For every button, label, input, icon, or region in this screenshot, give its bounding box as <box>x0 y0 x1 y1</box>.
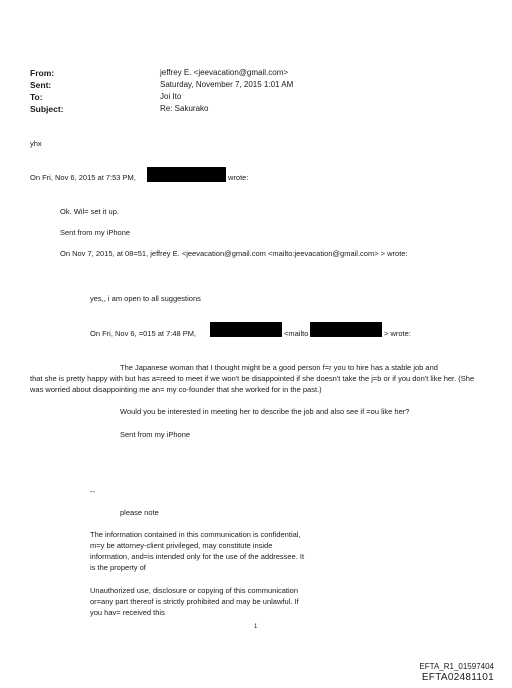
please-note: please note <box>120 508 159 517</box>
sent-label: Sent: <box>30 80 52 90</box>
quote1-intro: On Fri, Nov 6, 2015 at 7:53 PM, <box>30 173 136 182</box>
quote3-mailto: <mailto <box>284 329 309 338</box>
efta-r1-id: EFTA_R1_01597404 <box>419 662 494 671</box>
redaction-box <box>210 322 282 337</box>
redaction-box <box>147 167 226 182</box>
reply-text: yhx <box>30 139 42 148</box>
sent-from-iphone-2: Sent from my iPhone <box>120 430 191 439</box>
ok-line: Ok. Wil= set it up. <box>60 207 119 216</box>
subject-value: Re: Sakurako <box>160 104 209 113</box>
quote1-wrote: wrote: <box>228 173 249 182</box>
japanese-para-line1: The Japanese woman that I thought might be a good person f=r you to hire has a stable job and <box>120 363 438 372</box>
quote3-intro: On Fri, Nov 6, =015 at 7:48 PM, <box>90 329 197 338</box>
from-value: jeffrey E. <jeevacation@gmail.com> <box>160 68 289 77</box>
yes-line: yes,, i am open to all suggestions <box>90 294 201 303</box>
quote3-wrote: > wrote: <box>384 329 411 338</box>
sent-from-iphone-1: Sent from my iPhone <box>60 228 131 237</box>
page-number: 1 <box>254 624 258 630</box>
quote2-intro: On Nov 7, 2015, at 08=51, jeffrey E. <jeevacation@gmail.com <mailto:jeevacation@gmail.com> > wrote: <box>60 249 408 258</box>
efta-id: EFTA02481101 <box>421 672 494 683</box>
confidential-paragraph: The information contained in this communication is confidential, m=y be attorney-client privileged, may constitute inside information, and=is intended only for the use of the addressee. It is the property of <box>90 530 305 572</box>
to-value: Joi Ito <box>160 92 182 101</box>
to-label: To: <box>30 92 43 102</box>
sent-value: Saturday, November 7, 2015 1:01 AM <box>160 80 294 89</box>
question-line: Would you be interested in meeting her to describe the job and also see if =ou like her? <box>120 407 410 416</box>
subject-label: Subject: <box>30 104 64 114</box>
from-label: From: <box>30 68 55 78</box>
japanese-para-rest: that she is pretty happy with but has a=reed to meet if we won't be disappointed if she doesn't take the j=b or if you don't like her. (She was worried about disappointing me an= my co-founder that she worked for in the past.) <box>30 374 475 394</box>
unauthorized-paragraph: Unauthorized use, disclosure or copying of this communication or=any part thereof is strictly prohibited and may be unlawful. If you hav= received this <box>90 586 299 617</box>
redaction-box <box>310 322 382 337</box>
signature-dashes: -- <box>90 487 95 496</box>
